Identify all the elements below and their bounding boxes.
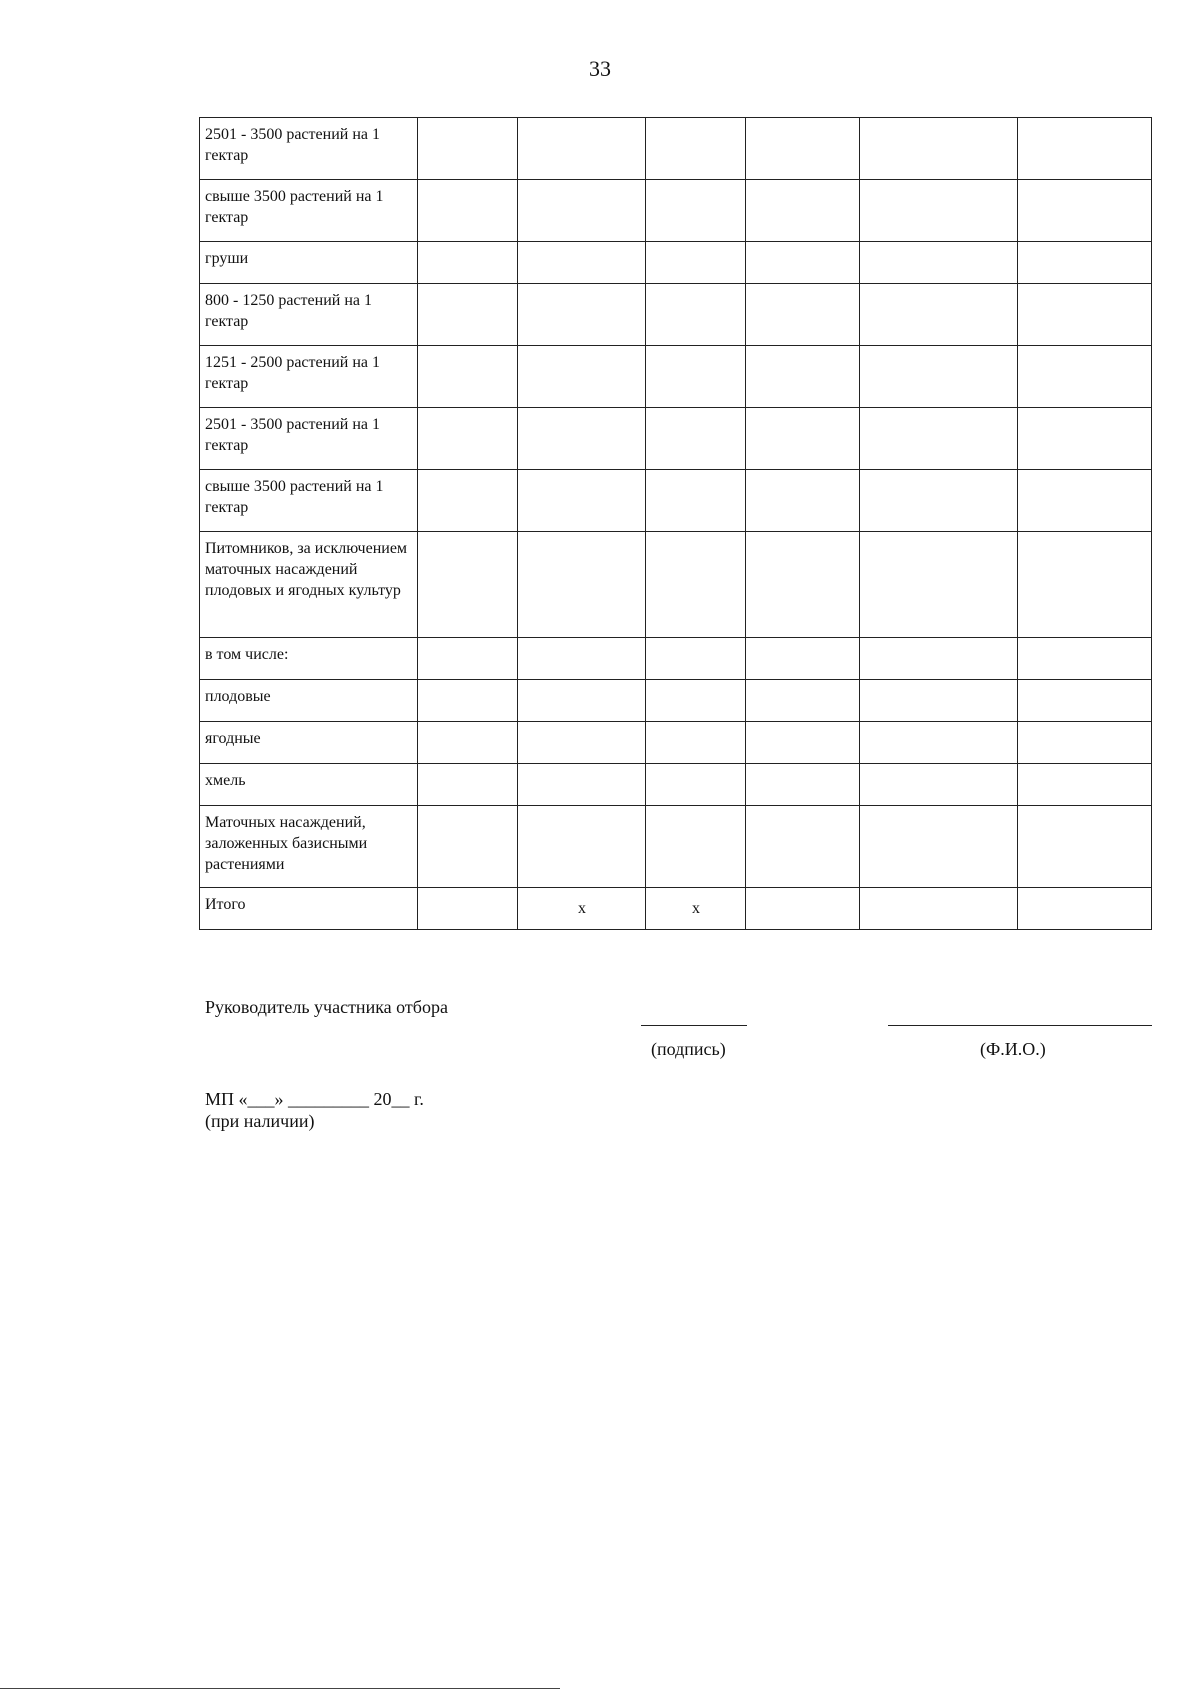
table-cell xyxy=(518,764,646,806)
table-cell xyxy=(1018,722,1152,764)
table-cell xyxy=(860,764,1018,806)
table-cell xyxy=(1018,180,1152,242)
table-cell xyxy=(646,806,746,888)
table-cell xyxy=(1018,638,1152,680)
table-cell xyxy=(418,888,518,930)
table-cell xyxy=(860,284,1018,346)
table-cell xyxy=(646,346,746,408)
table-cell xyxy=(418,638,518,680)
row-label: Итого xyxy=(200,888,418,930)
table-cell xyxy=(418,764,518,806)
table-cell xyxy=(746,806,860,888)
table-cell xyxy=(646,180,746,242)
table-cell xyxy=(418,118,518,180)
table-cell xyxy=(746,722,860,764)
table-row xyxy=(200,764,1152,806)
row-label: хмель xyxy=(200,764,418,806)
table-cell xyxy=(746,638,860,680)
table-cell xyxy=(418,180,518,242)
table-cell xyxy=(518,242,646,284)
table-cell xyxy=(518,470,646,532)
table-cell xyxy=(646,284,746,346)
table-cell xyxy=(860,242,1018,284)
row-label: в том числе: xyxy=(200,638,418,680)
table-cell xyxy=(860,888,1018,930)
row-label: свыше 3500 растений на 1 гектар xyxy=(200,470,418,532)
table-cell xyxy=(1018,242,1152,284)
table-cell xyxy=(746,764,860,806)
table-cell xyxy=(418,680,518,722)
table-cell xyxy=(646,680,746,722)
table-cell xyxy=(418,408,518,470)
table-cell xyxy=(746,680,860,722)
table-row xyxy=(200,680,1152,722)
table-row xyxy=(200,118,1152,180)
table-cell xyxy=(860,408,1018,470)
table-cell xyxy=(1018,408,1152,470)
table-cell xyxy=(746,242,860,284)
table-cell xyxy=(860,470,1018,532)
row-label: Маточных насаждений, заложенных базисными растениями xyxy=(200,806,418,888)
signature-line xyxy=(641,1025,747,1026)
table-cell: x xyxy=(646,888,746,930)
table-row xyxy=(200,470,1152,532)
table-cell xyxy=(860,532,1018,638)
table-cell xyxy=(518,408,646,470)
table-row xyxy=(200,638,1152,680)
table-cell xyxy=(746,180,860,242)
table-cell xyxy=(860,180,1018,242)
table-cell xyxy=(1018,118,1152,180)
table-cell xyxy=(418,532,518,638)
table-cell xyxy=(418,284,518,346)
table-cell xyxy=(518,180,646,242)
table-cell xyxy=(746,408,860,470)
table-cell xyxy=(646,532,746,638)
table-cell xyxy=(646,118,746,180)
table-cell xyxy=(746,284,860,346)
row-label: 2501 - 3500 растений на 1 гектар xyxy=(200,408,418,470)
table-cell xyxy=(518,722,646,764)
table-cell xyxy=(518,118,646,180)
table-row xyxy=(200,242,1152,284)
table-row xyxy=(200,408,1152,470)
table-cell xyxy=(860,638,1018,680)
stamp-note: (при наличии) xyxy=(205,1111,315,1131)
row-label: 1251 - 2500 растений на 1 гектар xyxy=(200,346,418,408)
table-cell xyxy=(418,806,518,888)
table-cell xyxy=(646,722,746,764)
table-cell xyxy=(518,284,646,346)
bottom-rule xyxy=(0,1688,560,1689)
table-cell xyxy=(418,242,518,284)
stamp-block xyxy=(205,1088,424,1132)
table-cell xyxy=(518,806,646,888)
table-cell xyxy=(746,888,860,930)
table-cell xyxy=(1018,470,1152,532)
table-cell xyxy=(418,470,518,532)
table-cell xyxy=(646,470,746,532)
page-number: 33 xyxy=(589,56,611,81)
table-cell xyxy=(1018,806,1152,888)
table-cell xyxy=(1018,532,1152,638)
table-cell xyxy=(518,532,646,638)
name-caption: (Ф.И.О.) xyxy=(980,1039,1046,1059)
table-cell xyxy=(1018,680,1152,722)
table-cell xyxy=(518,638,646,680)
row-label: свыше 3500 растений на 1 гектар xyxy=(200,180,418,242)
report-table-body xyxy=(200,118,1152,930)
table-row xyxy=(200,888,1152,930)
stamp-date-line: МП «___» _________ 20__ г. xyxy=(205,1089,424,1109)
table-cell xyxy=(746,470,860,532)
table-cell xyxy=(746,532,860,638)
table-cell xyxy=(646,242,746,284)
table-cell xyxy=(418,722,518,764)
table-cell xyxy=(418,346,518,408)
table-row xyxy=(200,532,1152,638)
table-cell xyxy=(1018,764,1152,806)
table-cell xyxy=(860,346,1018,408)
table-cell: x xyxy=(518,888,646,930)
table-cell xyxy=(860,722,1018,764)
table-row xyxy=(200,806,1152,888)
report-table xyxy=(199,117,1152,930)
table-cell xyxy=(646,408,746,470)
table-cell xyxy=(746,346,860,408)
table-cell xyxy=(746,118,860,180)
row-label: плодовые xyxy=(200,680,418,722)
row-label: Питомников, за исключением маточных насаждений плодовых и ягодных культур xyxy=(200,532,418,638)
table-cell xyxy=(518,680,646,722)
row-label: ягодные xyxy=(200,722,418,764)
table-cell xyxy=(860,680,1018,722)
table-cell xyxy=(1018,284,1152,346)
table-row xyxy=(200,346,1152,408)
table-cell xyxy=(646,764,746,806)
row-label: груши xyxy=(200,242,418,284)
table-cell xyxy=(646,638,746,680)
table-cell xyxy=(518,346,646,408)
name-line xyxy=(888,1025,1152,1026)
table-row xyxy=(200,284,1152,346)
row-label: 800 - 1250 растений на 1 гектар xyxy=(200,284,418,346)
row-label: 2501 - 3500 растений на 1 гектар xyxy=(200,118,418,180)
table-row xyxy=(200,722,1152,764)
table-cell xyxy=(860,118,1018,180)
table-cell xyxy=(1018,346,1152,408)
table-cell xyxy=(860,806,1018,888)
head-label: Руководитель участника отбора xyxy=(205,997,448,1017)
table-cell xyxy=(1018,888,1152,930)
table-row xyxy=(200,180,1152,242)
signature-caption: (подпись) xyxy=(651,1039,726,1059)
